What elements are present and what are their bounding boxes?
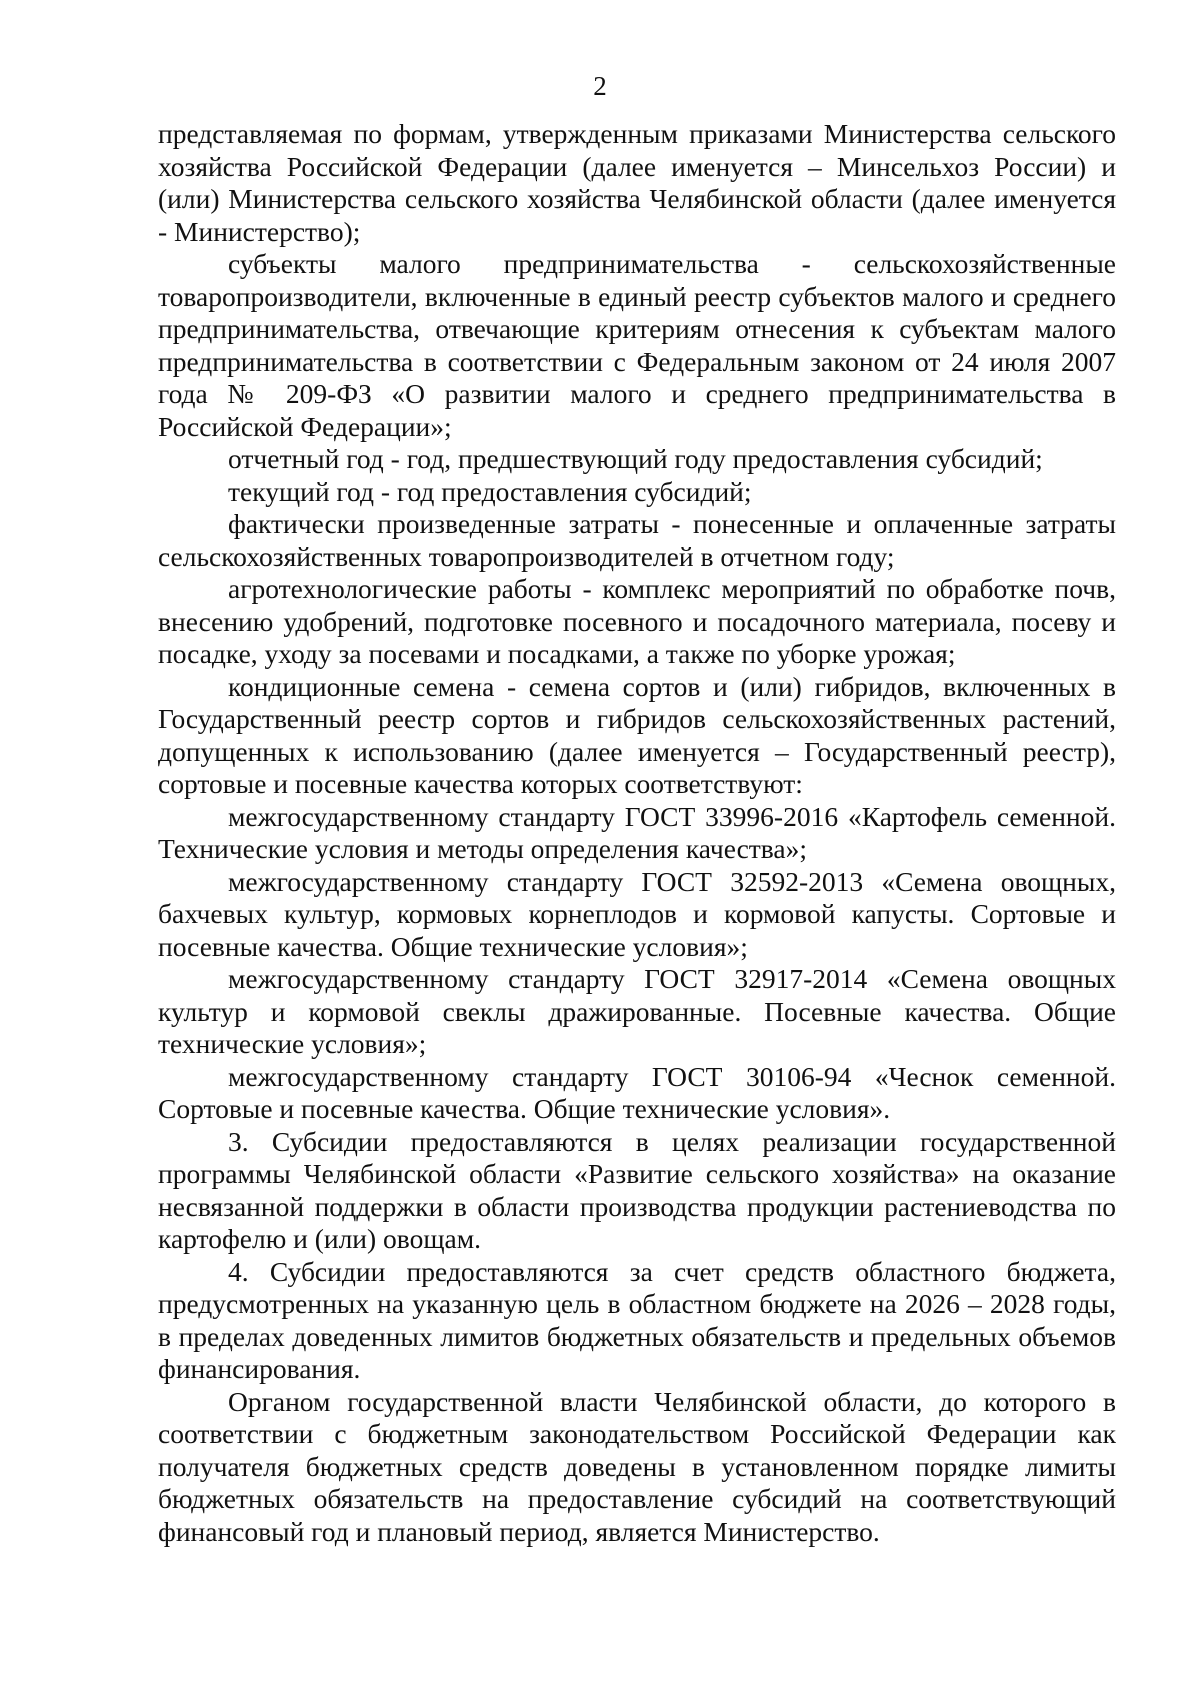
- paragraph-small-business-definition: субъекты малого предпринимательства - сельскохозяйственные товаропроизводители, включенные в единый реестр субъектов малого и среднего предпринимательства, отвечающие критериям отнесения к субъектам малого предпринимательства в соответствии с Федеральным законом от 24 июля 2007 года № 209-ФЗ «О развитии малого и среднего предпринимательства в Российской Федерации»;: [158, 248, 1116, 442]
- paragraph-actual-costs: фактически произведенные затраты - понесенные и оплаченные затраты сельскохозяйственных товаропроизводителей в отчетном году;: [158, 508, 1116, 572]
- paragraph-gost-33996: межгосударственному стандарту ГОСТ 33996-2016 «Картофель семенной. Технические условия и методы определения качества»;: [158, 800, 1116, 864]
- paragraph-reporting-year: отчетный год - год, предшествующий году предоставления субсидий;: [228, 443, 1043, 474]
- page-number: 2: [593, 71, 607, 101]
- paragraph-agrotechnical-works: агротехнологические работы - комплекс мероприятий по обработке почв, внесению удобрений, подготовке посевного и посадочного материала, посеву и посадке, уходу за посевами и посадками, а также по уборке урожая;: [158, 573, 1116, 669]
- document-body: [158, 118, 1116, 1548]
- paragraph-certified-seeds: кондиционные семена - семена сортов и (или) гибридов, включенных в Государственный реестр сортов и гибридов сельскохозяйственных растений, допущенных к использованию (далее именуется – Государственный реестр), сортовые и посевные качества которых соответствуют:: [158, 670, 1116, 799]
- paragraph-subsidy-purpose: 3. Субсидии предоставляются в целях реализации государственной программы Челябинской области «Развитие сельского хозяйства» на оказание несвязанной поддержки в области производства продукции растениеводства по картофелю и (или) овощам.: [158, 1125, 1116, 1254]
- paragraph-reporting-forms: представляемая по формам, утвержденным приказами Министерства сельского хозяйства Российской Федерации (далее именуется – Минсельхоз России) и (или) Министерства сельского хозяйства Челябинской области (далее именуется - Министерство);: [158, 118, 1116, 247]
- paragraph-subsidy-funding: 4. Субсидии предоставляются за счет средств областного бюджета, предусмотренных на указанную цель в областном бюджете на 2026 – 2028 годы, в пределах доведенных лимитов бюджетных обязательств и предельных объемов финансирования.: [158, 1255, 1116, 1384]
- paragraph-responsible-authority: Органом государственной власти Челябинской области, до которого в соответствии с бюджетным законодательством Российской Федерации как получателя бюджетных средств доведены в установленном порядке лимиты бюджетных обязательств на предоставление субсидий на соответствующий финансовый год и плановый период, является Министерство.: [158, 1385, 1116, 1547]
- paragraph-gost-30106: межгосударственному стандарту ГОСТ 30106-94 «Чеснок семенной. Сортовые и посевные качества. Общие технические условия».: [158, 1060, 1116, 1124]
- paragraph-current-year: текущий год - год предоставления субсидий;: [228, 475, 752, 507]
- paragraph-gost-32917: межгосударственному стандарту ГОСТ 32917-2014 «Семена овощных культур и кормовой свеклы дражированные. Посевные качества. Общие технические условия»;: [158, 963, 1116, 1059]
- paragraph-gost-32592: межгосударственному стандарту ГОСТ 32592-2013 «Семена овощных, бахчевых культур, кормовых корнеплодов и кормовой капусты. Сортовые и посевные качества. Общие технические условия»;: [158, 865, 1116, 962]
